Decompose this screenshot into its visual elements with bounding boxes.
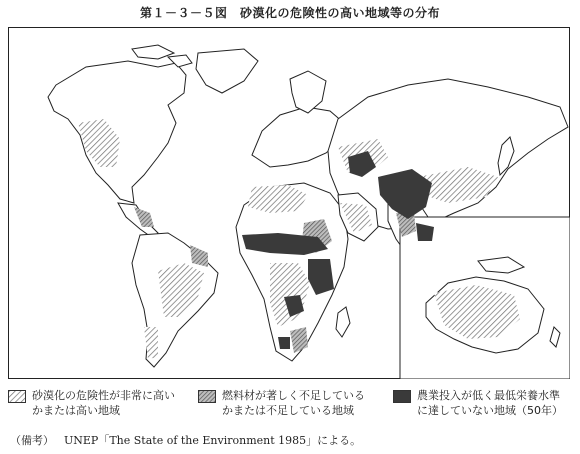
source-note-label: （備考） bbox=[10, 434, 54, 447]
map-title: 第１－３－５図 砂漠化の危険性の高い地域等の分布 bbox=[139, 6, 440, 20]
source-note-text: UNEP「The State of the Environment 1985」による。 bbox=[64, 434, 362, 447]
legend-swatch-light-hatch bbox=[8, 390, 26, 403]
source-note bbox=[10, 432, 371, 448]
legend-item-low-input bbox=[393, 388, 563, 418]
legend-item-high-risk bbox=[8, 388, 175, 418]
legend-item-fuel-shortage bbox=[198, 388, 365, 418]
legend-label-low-input: 農業投入が低く最低栄養水準 に達していない地域（50年） bbox=[417, 389, 563, 417]
legend-swatch-solid-dark bbox=[393, 390, 411, 403]
world-map bbox=[8, 27, 570, 379]
legend-swatch-dense-hatch bbox=[198, 390, 216, 403]
map-legend bbox=[8, 388, 570, 428]
legend-label-fuel-shortage: 燃料材が著しく不足している かまたは不足している地域 bbox=[222, 389, 365, 417]
legend-label-high-risk: 砂漠化の危険性が非常に高い かまたは高い地域 bbox=[32, 389, 175, 417]
